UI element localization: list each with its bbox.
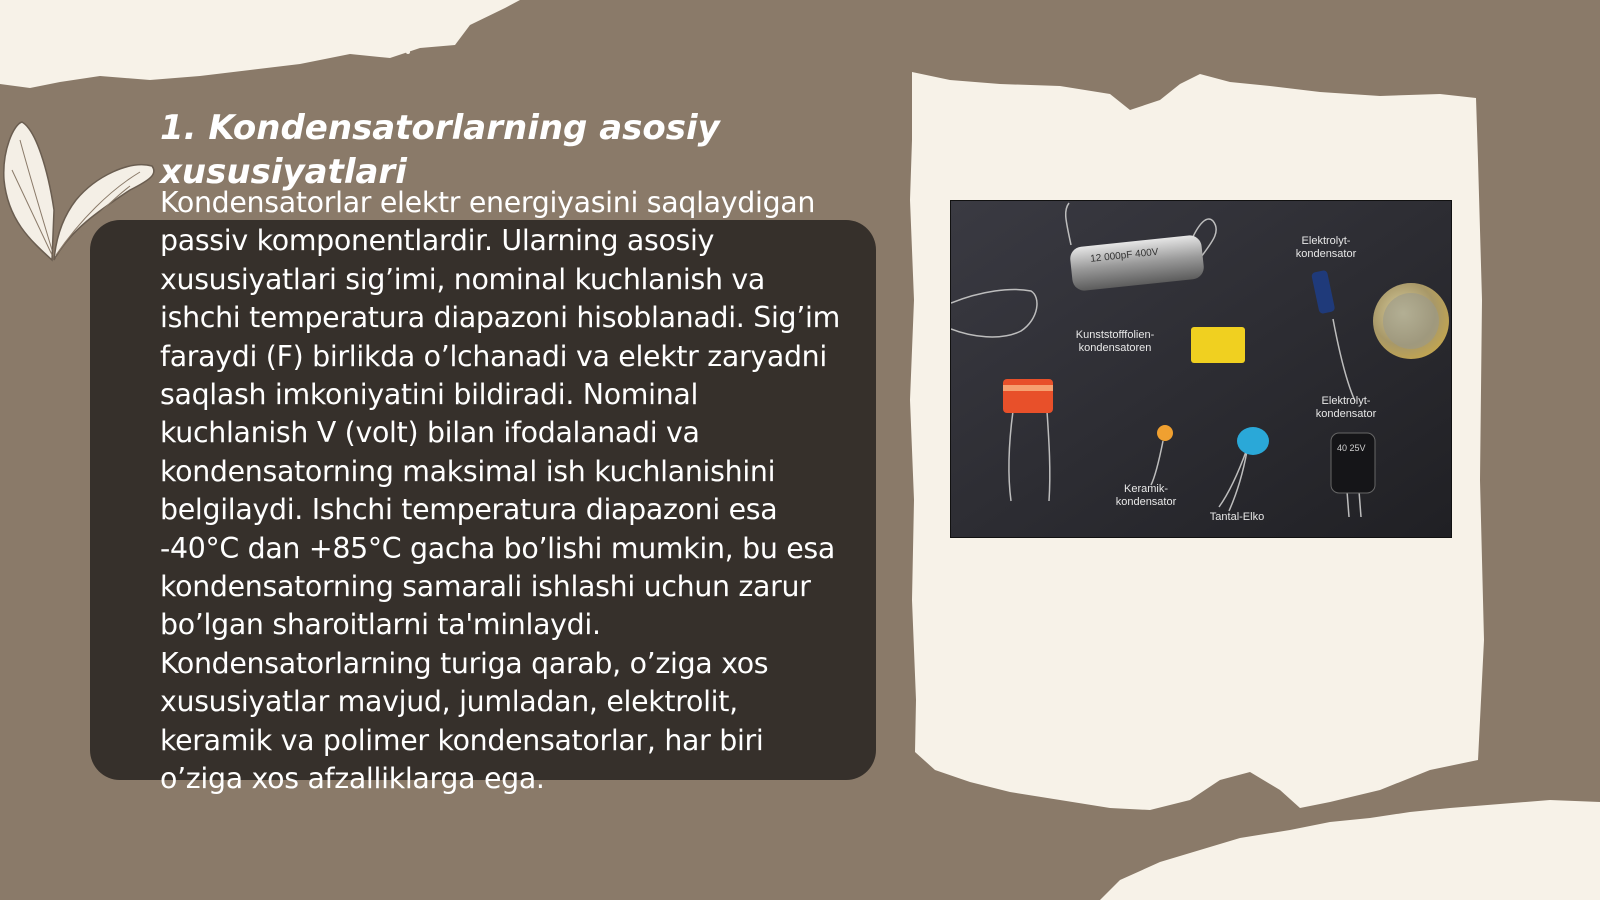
svg-text:12 000pF 400V: 12 000pF 400V	[1089, 246, 1159, 265]
slide-body-text: Kondensatorlar elektr energiyasini saqlaydigan passiv komponentlardir. Ularning asosiy xususiyatlari sig’imi, nominal kuchlanish va ishchi temperatura diapazoni hisoblanadi. Sig’im faraydi (F) birlikda o’lchanadi va elektr zaryadni saqlash imkoniyatini bildiradi. Nominal kuchlanish V (volt) bilan ifodalanadi va kondensatorning maksimal ish kuchlanishini belgilaydi. Ishchi temperatura diapazoni esa -40°C dan +85°C gacha bo’lishi mumkin, bu esa kondensatorning samarali ishlashi uchun zarur bo’lgan sharoitlarni ta'minlaydi. Kondensatorlarning turiga qarab, o’ziga xos xususiyatlar mavjud, jumladan, elektrolit, keramik va polimer kondensatorlar, har biri o’ziga xos afzalliklarga ega.	[160, 186, 840, 796]
slide-title: 1. Kondensatorlarning asosiy xususiyatlari	[160, 108, 720, 192]
torn-paper-bottom-right	[1100, 800, 1600, 900]
torn-paper-top-left	[0, 0, 520, 88]
label-tantal: Tantal-Elko	[1209, 511, 1265, 523]
label-keramik: Keramik- kondensator	[1115, 483, 1177, 508]
capacitors-photo	[950, 200, 1452, 538]
label-elektrolyt-bottom: Elektrolyt- kondensator	[1315, 395, 1377, 420]
label-kunststoff: Kunststofffolien- kondensatoren	[1075, 329, 1155, 354]
label-elektrolyt-top: Elektrolyt- kondensator	[1295, 235, 1357, 260]
svg-text:40 25V: 40 25V	[1337, 443, 1366, 453]
